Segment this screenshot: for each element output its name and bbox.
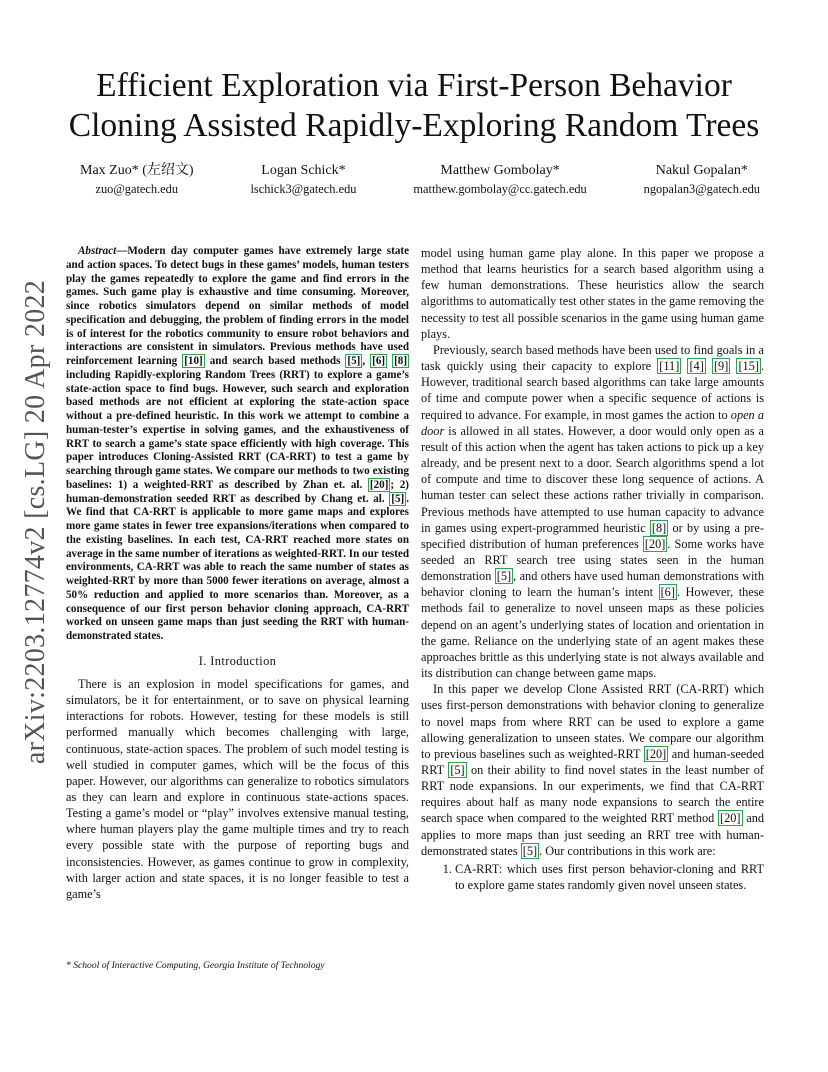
footnote: * School of Interactive Computing, Georgia Institute of Technology (66, 960, 325, 971)
author-name: Matthew Gombolay* (440, 163, 560, 178)
abstract (66, 245, 409, 644)
citation-link[interactable]: [11] (659, 359, 680, 374)
arxiv-side-label (14, 279, 58, 765)
left-column (66, 245, 409, 902)
body-text: and human-seeded RRT (421, 746, 764, 777)
intro-paragraph: There is an explosion in model specifications for games, and simulators, be it for entertainment, or to save on physical learning interactions for robots. However, testing for these models is still performed manually which becomes challenging with large, continuous, state-action spaces. The problem of such model testing is well studied in computer games, which will be the focus of this paper. However, our algorithms can generalize to robotics simulators as they can learn and explore in continuous state-actions spaces. Testing a game’s model or “play” involves extensive manual testing, where human players play the game multiple times and try to reach every possible state with the purpose of reporting bugs and inconsistencies. However, as games continue to grow in complexity, with larger action and state spaces, it is no longer feasible to test a game’s (66, 676, 409, 901)
citation-link[interactable]: [10] (184, 355, 203, 367)
contribution-item: 1. CA-RRT: which uses first person behavior-cloning and RRT to explore game states randomly given novel unseen states. (455, 861, 764, 893)
author-name: Nakul Gopalan* (655, 163, 748, 178)
citation-link[interactable]: [20] (644, 536, 666, 551)
citation-link[interactable]: [5] (496, 569, 512, 584)
citation-link[interactable]: [6] (372, 355, 386, 367)
contribution-list (421, 861, 764, 893)
abstract-lead: Abstract (78, 245, 117, 257)
body-paragraph: model using human game play alone. In this paper we propose a method that learns heuristics for a search based algorithm using a few human demonstrations. These heuristics allow the search algorithms to automatically test other states in the game removing the necessity to test all possible scenarios in the game using human game plays. (421, 246, 764, 341)
body-text: and applies to more maps than just seeding an RRT tree with human-demonstrated states (421, 811, 764, 858)
body-text: In this paper we develop Clone Assisted RRT (CA-RRT) which uses first-person demonstrations with behavior cloning to generalize to novel maps from where RRT can be used to explore a game allowing generalization to unseen states. We compare our algorithm to previous baselines such as weighted-RRT (421, 682, 764, 761)
citation-link[interactable]: [20] (369, 478, 389, 491)
body-text: Previously, search based methods have been used to find goals in a task quickly using their capacity to explore (421, 342, 764, 374)
abstract-text: . We find that CA-RRT is applicable to more game maps and explores more game states in fewer tree expansions/iterations when compared to the existing baselines. In each test, CA-RRT reached more states on average in the same number of iterations as weighted-RRT. In our tested environments, CA-RRT was able to reach the same number of states as weighted-RRT by more than 5000 fewer iterations on average, almost a 50% reduction and applied to more scenarios than. Moreover, as a consequence of our first person behavior cloning approach, CA-RRT worked on unseen game maps than just seeding the RRT with human-demonstrated states. (66, 492, 409, 642)
author-name: Max Zuo* (左绍文) (80, 163, 194, 178)
arxiv-id-text: arXiv:2203.12774v2 [cs.LG] 20 Apr 2022 (20, 279, 51, 765)
body-text: . Some works have seeded an RRT search tree using states seen in the human demonstration (421, 536, 764, 584)
body-text: is allowed in all states. However, a door would only open as a result of this action when the agent has taken actions to pick up a key already, and be present next to a door. Search algorithms spend a lot of compute and time to discover these long sequence of actions. A human tester can select these actions rather trivially in comparison. Previous methods have attempted to use human capacity to advance in games using expert-programmed heuristic (421, 423, 764, 535)
body-text: on their ability to find novel states in the least number of RRT node expansions. In our experiments, we find that CA-RRT requires about half as many node expansions to search the entire search space when compared to the weighted RRT method (421, 763, 764, 826)
body-text: or by using a pre-specified distribution of human preferences (421, 520, 764, 551)
body-text: . Our contributions in this work are: (539, 843, 716, 858)
author-email: ngopalan3@gatech.edu (643, 182, 760, 196)
paper-title (60, 66, 768, 146)
body-text: . However, traditional search based algorithms can take large amounts of time and compute power when a specific sequence of actions is required to advance. For example, in most games the action to (421, 359, 765, 422)
citation-link[interactable]: [5] (522, 843, 538, 858)
author-name: Logan Schick* (261, 163, 346, 178)
citation-link[interactable]: [6] (660, 585, 675, 600)
citation-link[interactable]: [9] (713, 359, 729, 374)
body-text: , and others have used human demonstrations with behavior cloning to learn the human’s intent (421, 569, 765, 600)
right-column (421, 245, 764, 893)
citation-link[interactable]: [4] (689, 359, 704, 374)
citation-link[interactable]: [20] (720, 811, 741, 826)
abstract-text: —Modern day computer games have extremely large state and action spaces. To detect bugs in these games’ models, human testers play the games repeatedly to explore the game and find errors in the games. Such game play is exhaustive and time consuming. Moreover, since robotics simulators depend on similar methods of model specification and debugging, the problem of finding errors in the model is of interest for the robotics community to ensure robot behaviors and interactions are consistent in simulators. Previous methods have used reinforcement learning (66, 245, 409, 367)
title-line-2: Cloning Assisted Rapidly-Exploring Random Trees (68, 107, 760, 144)
body-paragraph (421, 342, 764, 681)
citation-link[interactable]: [15] (738, 359, 759, 374)
abstract-text: ; 2) human-demonstration seeded RRT as described by Chang et. al. (66, 478, 409, 505)
citation-link[interactable]: [5] (347, 355, 361, 367)
author-list (80, 161, 760, 199)
body-text: . However, these methods fail to generalize to novel unseen maps as these policies depend on an agent’s underlying states of location and orientation in the game. Reliance on the underlying state of an agent makes these approaches brittle as this underlying state is not always available and its distribution can change between game maps. (421, 585, 765, 681)
citation-link[interactable]: [8] (651, 520, 667, 535)
citation-link[interactable]: [5] (450, 763, 465, 777)
abstract-text: , (362, 355, 371, 367)
abstract-text: including Rapidly-exploring Random Trees (RRT) to explore a game’s state-action space to find bugs. However, such search and exploration based methods are not efficient at exploring the state-action space without a pre-defined heuristic. In this work we attempt to combine a human-tester’s expertise in solving games, and the exhaustiveness of RRT to search a game’s state space efficiently with high coverage. This paper introduces Cloning-Assisted RRT (CA-RRT) to test a game by searching through game states. We compare our methods to two existing baselines: 1) a weighted-RRT as described by Zhan et. al. (66, 368, 409, 491)
author-block (250, 161, 356, 199)
abstract-text: and search based methods (204, 355, 346, 367)
citation-link[interactable]: [5] (391, 492, 405, 505)
title-line-1: Efficient Exploration via First-Person Behavior (96, 67, 732, 104)
citation-link[interactable]: [8] (394, 355, 408, 367)
author-block (413, 161, 586, 199)
section-heading: I. Introduction (198, 653, 277, 668)
author-email: lschick3@gatech.edu (250, 182, 357, 196)
author-email: zuo@gatech.edu (95, 182, 179, 196)
author-block (80, 161, 194, 199)
emphasis-text: open a door (421, 407, 764, 438)
author-block (644, 161, 760, 199)
body-paragraph (421, 681, 764, 859)
author-email: matthew.gombolay@cc.gatech.edu (413, 182, 587, 196)
citation-link[interactable]: [20] (645, 746, 667, 761)
